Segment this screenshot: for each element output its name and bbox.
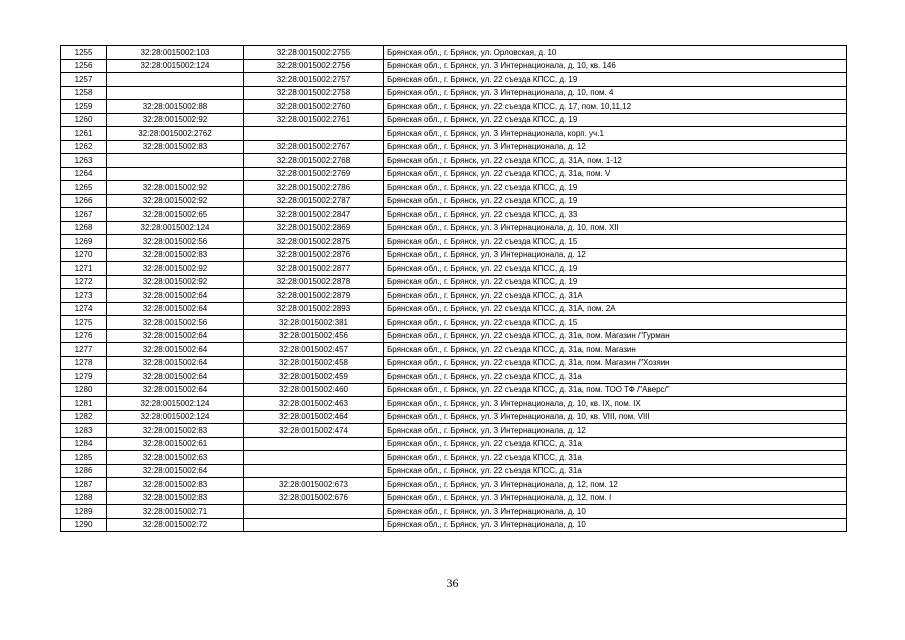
address-cell: Брянская обл., г. Брянск, ул. 22 съезда КПСС, д. 31А (384, 289, 847, 303)
object-number-cell: 32:28:0015002:457 (244, 343, 384, 357)
address-cell: Брянская обл., г. Брянск, ул. 3 Интернационала, корп. уч.1 (384, 127, 847, 141)
parcel-number-cell: 32:28:0015002:64 (107, 383, 244, 397)
object-number-cell: 32:28:0015002:2877 (244, 262, 384, 276)
row-number-cell: 1255 (61, 46, 107, 60)
table-row (61, 262, 847, 276)
row-number-cell: 1283 (61, 424, 107, 438)
address-cell: Брянская обл., г. Брянск, ул. 22 съезда КПСС, д. 31а, пом. Магазин /"Гурман (384, 329, 847, 343)
object-number-cell: 32:28:0015002:2768 (244, 154, 384, 168)
table-row (61, 370, 847, 384)
parcel-number-cell: 32:28:0015002:124 (107, 59, 244, 73)
row-number-cell: 1288 (61, 491, 107, 505)
address-cell: Брянская обл., г. Брянск, ул. 22 съезда КПСС, д. 31а (384, 437, 847, 451)
row-number-cell: 1256 (61, 59, 107, 73)
object-number-cell: 32:28:0015002:2786 (244, 181, 384, 195)
row-number-cell: 1277 (61, 343, 107, 357)
parcel-number-cell: 32:28:0015002:124 (107, 410, 244, 424)
object-number-cell (244, 437, 384, 451)
address-cell: Брянская обл., г. Брянск, ул. 3 Интернационала, д. 12 (384, 140, 847, 154)
row-number-cell: 1258 (61, 86, 107, 100)
table-row (61, 437, 847, 451)
parcel-number-cell: 32:28:0015002:83 (107, 140, 244, 154)
object-number-cell: 32:28:0015002:676 (244, 491, 384, 505)
table-row (61, 410, 847, 424)
row-number-cell: 1271 (61, 262, 107, 276)
row-number-cell: 1267 (61, 208, 107, 222)
address-cell: Брянская обл., г. Брянск, ул. Орловская, д. 10 (384, 46, 847, 60)
parcel-number-cell: 32:28:0015002:56 (107, 316, 244, 330)
parcel-number-cell: 32:28:0015002:124 (107, 221, 244, 235)
page-number: 36 (446, 576, 459, 590)
address-cell: Брянская обл., г. Брянск, ул. 3 Интернационала, д. 12, пом. 12 (384, 478, 847, 492)
object-number-cell: 32:28:0015002:460 (244, 383, 384, 397)
parcel-number-cell: 32:28:0015002:124 (107, 397, 244, 411)
parcel-number-cell: 32:28:0015002:64 (107, 356, 244, 370)
row-number-cell: 1273 (61, 289, 107, 303)
address-cell: Брянская обл., г. Брянск, ул. 3 Интернационала, д. 10, пом. XII (384, 221, 847, 235)
address-cell: Брянская обл., г. Брянск, ул. 22 съезда КПСС, д. 31А, пом. 1-12 (384, 154, 847, 168)
object-number-cell (244, 518, 384, 532)
table-row (61, 127, 847, 141)
parcel-number-cell: 32:28:0015002:63 (107, 451, 244, 465)
parcel-number-cell (107, 167, 244, 181)
parcel-number-cell: 32:28:0015002:103 (107, 46, 244, 60)
address-cell: Брянская обл., г. Брянск, ул. 22 съезда КПСС, д. 31а (384, 370, 847, 384)
parcel-number-cell: 32:28:0015002:64 (107, 343, 244, 357)
table-row (61, 316, 847, 330)
table-row (61, 302, 847, 316)
object-number-cell: 32:28:0015002:458 (244, 356, 384, 370)
row-number-cell: 1282 (61, 410, 107, 424)
row-number-cell: 1279 (61, 370, 107, 384)
table-row (61, 248, 847, 262)
table-row (61, 235, 847, 249)
parcel-number-cell: 32:28:0015002:92 (107, 181, 244, 195)
address-cell: Брянская обл., г. Брянск, ул. 22 съезда КПСС, д. 31а, пом. ТОО ТФ /"Аверс/" (384, 383, 847, 397)
row-number-cell: 1290 (61, 518, 107, 532)
address-cell: Брянская обл., г. Брянск, ул. 22 съезда КПСС, д. 17, пом. 10,11,12 (384, 100, 847, 114)
row-number-cell: 1269 (61, 235, 107, 249)
row-number-cell: 1272 (61, 275, 107, 289)
object-number-cell: 32:28:0015002:2879 (244, 289, 384, 303)
table-row (61, 424, 847, 438)
table-row (61, 46, 847, 60)
table-row (61, 518, 847, 532)
table-row (61, 154, 847, 168)
row-number-cell: 1275 (61, 316, 107, 330)
object-number-cell: 32:28:0015002:2876 (244, 248, 384, 262)
parcel-number-cell (107, 86, 244, 100)
table-row (61, 140, 847, 154)
address-cell: Брянская обл., г. Брянск, ул. 3 Интернационала, д. 12, пом. I (384, 491, 847, 505)
object-number-cell (244, 127, 384, 141)
table-row (61, 289, 847, 303)
row-number-cell: 1281 (61, 397, 107, 411)
table-row (61, 181, 847, 195)
table-row (61, 167, 847, 181)
address-cell: Брянская обл., г. Брянск, ул. 22 съезда КПСС, д. 33 (384, 208, 847, 222)
table-row (61, 464, 847, 478)
address-cell: Брянская обл., г. Брянск, ул. 22 съезда КПСС, д. 31а, пом. V (384, 167, 847, 181)
parcel-number-cell: 32:28:0015002:83 (107, 424, 244, 438)
table-row (61, 329, 847, 343)
address-cell: Брянская обл., г. Брянск, ул. 22 съезда КПСС, д. 15 (384, 316, 847, 330)
parcel-number-cell: 32:28:0015002:2762 (107, 127, 244, 141)
object-number-cell: 32:28:0015002:2869 (244, 221, 384, 235)
row-number-cell: 1262 (61, 140, 107, 154)
table-row (61, 221, 847, 235)
address-cell: Брянская обл., г. Брянск, ул. 22 съезда КПСС, д. 31а, пом. Магазин /"Хозяин (384, 356, 847, 370)
table-row (61, 491, 847, 505)
object-number-cell: 32:28:0015002:2758 (244, 86, 384, 100)
object-number-cell: 32:28:0015002:2761 (244, 113, 384, 127)
object-number-cell: 32:28:0015002:463 (244, 397, 384, 411)
row-number-cell: 1287 (61, 478, 107, 492)
table-row (61, 59, 847, 73)
row-number-cell: 1285 (61, 451, 107, 465)
object-number-cell: 32:28:0015002:2757 (244, 73, 384, 87)
object-number-cell (244, 451, 384, 465)
address-cell: Брянская обл., г. Брянск, ул. 22 съезда КПСС, д. 31А, пом. 2А (384, 302, 847, 316)
table-row (61, 208, 847, 222)
row-number-cell: 1261 (61, 127, 107, 141)
object-number-cell: 32:28:0015002:459 (244, 370, 384, 384)
object-number-cell: 32:28:0015002:673 (244, 478, 384, 492)
row-number-cell: 1257 (61, 73, 107, 87)
address-cell: Брянская обл., г. Брянск, ул. 22 съезда КПСС, д. 15 (384, 235, 847, 249)
address-cell: Брянская обл., г. Брянск, ул. 3 Интернационала, д. 10, кв. IX, пом. IX (384, 397, 847, 411)
parcel-number-cell (107, 73, 244, 87)
object-number-cell: 32:28:0015002:2878 (244, 275, 384, 289)
parcel-number-cell: 32:28:0015002:64 (107, 289, 244, 303)
parcel-number-cell: 32:28:0015002:72 (107, 518, 244, 532)
table-row (61, 397, 847, 411)
address-cell: Брянская обл., г. Брянск, ул. 3 Интернационала, д. 10, кв. 146 (384, 59, 847, 73)
address-cell: Брянская обл., г. Брянск, ул. 3 Интернационала, д. 10 (384, 518, 847, 532)
table-row (61, 451, 847, 465)
table-row (61, 383, 847, 397)
parcel-number-cell: 32:28:0015002:64 (107, 329, 244, 343)
parcel-number-cell: 32:28:0015002:92 (107, 194, 244, 208)
table-row (61, 73, 847, 87)
registry-table (60, 45, 847, 532)
row-number-cell: 1284 (61, 437, 107, 451)
parcel-number-cell: 32:28:0015002:65 (107, 208, 244, 222)
address-cell: Брянская обл., г. Брянск, ул. 22 съезда КПСС, д. 31а (384, 464, 847, 478)
table-row (61, 86, 847, 100)
parcel-number-cell: 32:28:0015002:64 (107, 302, 244, 316)
row-number-cell: 1276 (61, 329, 107, 343)
row-number-cell: 1274 (61, 302, 107, 316)
row-number-cell: 1260 (61, 113, 107, 127)
table-row (61, 194, 847, 208)
table-row (61, 478, 847, 492)
table-row (61, 505, 847, 519)
object-number-cell: 32:28:0015002:2847 (244, 208, 384, 222)
parcel-number-cell (107, 154, 244, 168)
table-row (61, 100, 847, 114)
table-row (61, 113, 847, 127)
registry-table-body (61, 46, 847, 532)
parcel-number-cell: 32:28:0015002:92 (107, 275, 244, 289)
object-number-cell: 32:28:0015002:456 (244, 329, 384, 343)
object-number-cell (244, 464, 384, 478)
row-number-cell: 1268 (61, 221, 107, 235)
table-row (61, 343, 847, 357)
parcel-number-cell: 32:28:0015002:64 (107, 370, 244, 384)
address-cell: Брянская обл., г. Брянск, ул. 22 съезда КПСС, д. 31а, пом. Магазин (384, 343, 847, 357)
object-number-cell: 32:28:0015002:381 (244, 316, 384, 330)
row-number-cell: 1270 (61, 248, 107, 262)
row-number-cell: 1265 (61, 181, 107, 195)
address-cell: Брянская обл., г. Брянск, ул. 22 съезда КПСС, д. 19 (384, 73, 847, 87)
parcel-number-cell: 32:28:0015002:92 (107, 113, 244, 127)
row-number-cell: 1289 (61, 505, 107, 519)
row-number-cell: 1263 (61, 154, 107, 168)
address-cell: Брянская обл., г. Брянск, ул. 22 съезда КПСС, д. 19 (384, 194, 847, 208)
object-number-cell: 32:28:0015002:2767 (244, 140, 384, 154)
parcel-number-cell: 32:28:0015002:92 (107, 262, 244, 276)
object-number-cell: 32:28:0015002:464 (244, 410, 384, 424)
parcel-number-cell: 32:28:0015002:83 (107, 248, 244, 262)
object-number-cell: 32:28:0015002:2756 (244, 59, 384, 73)
address-cell: Брянская обл., г. Брянск, ул. 22 съезда КПСС, д. 19 (384, 113, 847, 127)
row-number-cell: 1266 (61, 194, 107, 208)
object-number-cell (244, 505, 384, 519)
row-number-cell: 1264 (61, 167, 107, 181)
row-number-cell: 1278 (61, 356, 107, 370)
parcel-number-cell: 32:28:0015002:83 (107, 491, 244, 505)
address-cell: Брянская обл., г. Брянск, ул. 22 съезда КПСС, д. 31а (384, 451, 847, 465)
object-number-cell: 32:28:0015002:2755 (244, 46, 384, 60)
parcel-number-cell: 32:28:0015002:56 (107, 235, 244, 249)
object-number-cell: 32:28:0015002:474 (244, 424, 384, 438)
address-cell: Брянская обл., г. Брянск, ул. 3 Интернационала, д. 12 (384, 424, 847, 438)
row-number-cell: 1259 (61, 100, 107, 114)
object-number-cell: 32:28:0015002:2769 (244, 167, 384, 181)
object-number-cell: 32:28:0015002:2760 (244, 100, 384, 114)
table-row (61, 356, 847, 370)
parcel-number-cell: 32:28:0015002:64 (107, 464, 244, 478)
parcel-number-cell: 32:28:0015002:83 (107, 478, 244, 492)
row-number-cell: 1280 (61, 383, 107, 397)
address-cell: Брянская обл., г. Брянск, ул. 3 Интернационала, д. 12 (384, 248, 847, 262)
address-cell: Брянская обл., г. Брянск, ул. 22 съезда КПСС, д. 19 (384, 181, 847, 195)
table-row (61, 275, 847, 289)
row-number-cell: 1286 (61, 464, 107, 478)
address-cell: Брянская обл., г. Брянск, ул. 22 съезда КПСС, д. 19 (384, 275, 847, 289)
address-cell: Брянская обл., г. Брянск, ул. 3 Интернационала, д. 10 (384, 505, 847, 519)
parcel-number-cell: 32:28:0015002:88 (107, 100, 244, 114)
address-cell: Брянская обл., г. Брянск, ул. 22 съезда КПСС, д. 19 (384, 262, 847, 276)
object-number-cell: 32:28:0015002:2893 (244, 302, 384, 316)
address-cell: Брянская обл., г. Брянск, ул. 3 Интернационала, д. 10, кв. VIII, пом. VIII (384, 410, 847, 424)
parcel-number-cell: 32:28:0015002:71 (107, 505, 244, 519)
object-number-cell: 32:28:0015002:2787 (244, 194, 384, 208)
parcel-number-cell: 32:28:0015002:61 (107, 437, 244, 451)
object-number-cell: 32:28:0015002:2875 (244, 235, 384, 249)
address-cell: Брянская обл., г. Брянск, ул. 3 Интернационала, д. 10, пом. 4 (384, 86, 847, 100)
